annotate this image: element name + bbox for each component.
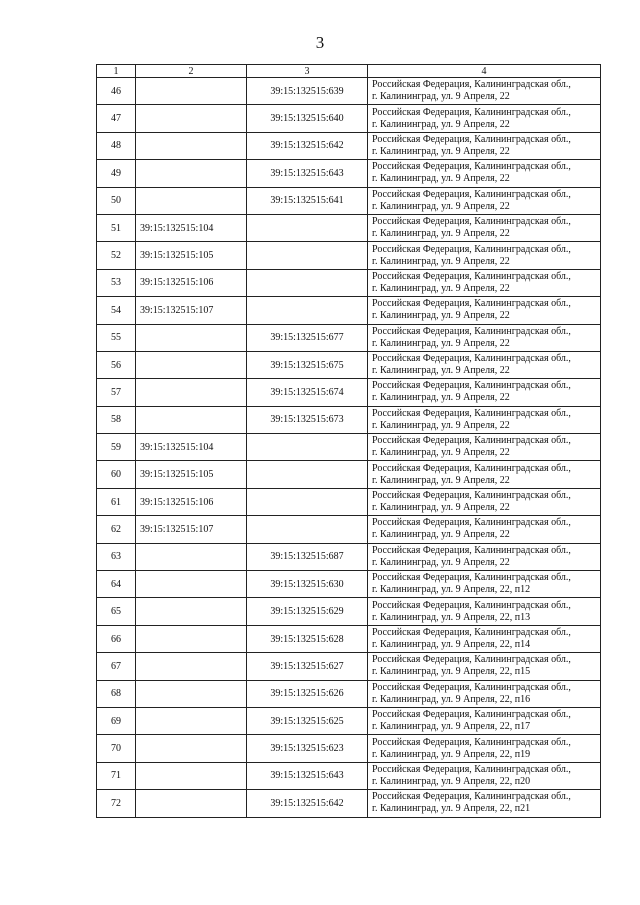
row-number: 67 xyxy=(97,653,136,680)
cadastral-number-col2 xyxy=(136,762,247,789)
address-cell xyxy=(368,406,601,433)
cadastral-number-col2: 39:15:132515:104 xyxy=(136,214,247,241)
address-cell xyxy=(368,762,601,789)
row-number: 68 xyxy=(97,680,136,707)
table-row xyxy=(97,160,601,187)
column-header-4: 4 xyxy=(368,65,601,78)
table-row xyxy=(97,598,601,625)
cadastral-number-col3: 39:15:132515:687 xyxy=(247,543,368,570)
address-line-2: г. Калининград, ул. 9 Апреля, 22 xyxy=(372,529,510,541)
address-line-1: Российская Федерация, Калининградская обл., xyxy=(372,106,571,118)
cadastral-number-col3: 39:15:132515:675 xyxy=(247,351,368,378)
cadastral-number-col2: 39:15:132515:105 xyxy=(136,461,247,488)
address-line-2: г. Калининград, ул. 9 Апреля, 22 xyxy=(372,365,510,377)
row-number: 64 xyxy=(97,571,136,598)
address-cell xyxy=(368,543,601,570)
cadastral-number-col3: 39:15:132515:642 xyxy=(247,132,368,159)
address-line-2: г. Калининград, ул. 9 Апреля, 22 xyxy=(372,255,510,267)
cadastral-number-col2: 39:15:132515:107 xyxy=(136,297,247,324)
address-cell xyxy=(368,214,601,241)
cadastral-number-col3 xyxy=(247,242,368,269)
address-line-1: Российская Федерация, Калининградская обл., xyxy=(372,709,571,721)
address-line-1: Российская Федерация, Калининградская обл., xyxy=(372,407,571,419)
row-number: 53 xyxy=(97,269,136,296)
row-number: 55 xyxy=(97,324,136,351)
row-number: 59 xyxy=(97,434,136,461)
address-cell xyxy=(368,571,601,598)
address-line-1: Российская Федерация, Калининградская обл., xyxy=(372,270,571,282)
address-line-2: г. Калининград, ул. 9 Апреля, 22, п19 xyxy=(372,748,531,760)
table-row xyxy=(97,516,601,543)
address-line-2: г. Калининград, ул. 9 Апреля, 22 xyxy=(372,310,510,322)
address-line-2: г. Калининград, ул. 9 Апреля, 22, п17 xyxy=(372,721,531,733)
cadastral-number-col3: 39:15:132515:643 xyxy=(247,160,368,187)
row-number: 52 xyxy=(97,242,136,269)
cadastral-number-col3 xyxy=(247,214,368,241)
address-line-2: г. Калининград, ул. 9 Апреля, 22, п14 xyxy=(372,639,531,650)
address-cell xyxy=(368,105,601,132)
address-line-1: Российская Федерация, Калининградская обл., xyxy=(372,216,571,228)
column-header-2: 2 xyxy=(136,65,247,78)
row-number: 56 xyxy=(97,351,136,378)
cadastral-number-col2 xyxy=(136,132,247,159)
row-number: 57 xyxy=(97,379,136,406)
address-line-1: Российская Федерация, Калининградская обл., xyxy=(372,462,571,474)
table-row xyxy=(97,680,601,707)
address-line-2: г. Калининград, ул. 9 Апреля, 22, п16 xyxy=(372,693,531,705)
cadastral-number-col3: 39:15:132515:641 xyxy=(247,187,368,214)
cadastral-number-col2 xyxy=(136,160,247,187)
row-number: 47 xyxy=(97,105,136,132)
cadastral-number-col2 xyxy=(136,379,247,406)
table-row xyxy=(97,790,601,817)
cadastral-number-col3 xyxy=(247,488,368,515)
address-cell xyxy=(368,132,601,159)
table-row xyxy=(97,214,601,241)
row-number: 60 xyxy=(97,461,136,488)
address-cell xyxy=(368,735,601,762)
cadastral-number-col2: 39:15:132515:106 xyxy=(136,488,247,515)
address-cell xyxy=(368,653,601,680)
address-line-2: г. Калининград, ул. 9 Апреля, 22 xyxy=(372,337,510,349)
row-number: 65 xyxy=(97,598,136,625)
address-line-2: г. Калининград, ул. 9 Апреля, 22, п20 xyxy=(372,775,531,787)
table-row xyxy=(97,269,601,296)
address-cell xyxy=(368,351,601,378)
cadastral-number-col3: 39:15:132515:674 xyxy=(247,379,368,406)
address-line-2: г. Калининград, ул. 9 Апреля, 22 xyxy=(372,200,510,212)
address-cell xyxy=(368,78,601,105)
row-number: 71 xyxy=(97,762,136,789)
row-number: 62 xyxy=(97,516,136,543)
table-row xyxy=(97,297,601,324)
address-cell xyxy=(368,461,601,488)
address-line-1: Российская Федерация, Калининградская обл., xyxy=(372,243,571,255)
address-line-2: г. Калининград, ул. 9 Апреля, 22, п21 xyxy=(372,803,531,815)
table-row xyxy=(97,735,601,762)
row-number: 58 xyxy=(97,406,136,433)
cadastral-number-col3 xyxy=(247,516,368,543)
cadastral-number-col3: 39:15:132515:627 xyxy=(247,653,368,680)
address-line-1: Российская Федерация, Калининградская обл., xyxy=(372,599,571,611)
address-line-1: Российская Федерация, Калининградская обл., xyxy=(372,188,571,200)
table-row xyxy=(97,324,601,351)
address-cell xyxy=(368,625,601,652)
address-line-1: Российская Федерация, Калининградская обл., xyxy=(372,435,571,447)
address-cell xyxy=(368,516,601,543)
address-line-2: г. Калининград, ул. 9 Апреля, 22 xyxy=(372,474,510,486)
table-row xyxy=(97,132,601,159)
address-cell xyxy=(368,680,601,707)
address-line-1: Российская Федерация, Калининградская обл., xyxy=(372,133,571,145)
cadastral-number-col2 xyxy=(136,735,247,762)
row-number: 69 xyxy=(97,707,136,734)
address-line-1: Российская Федерация, Калининградская обл., xyxy=(372,380,571,392)
cadastral-number-col3: 39:15:132515:639 xyxy=(247,78,368,105)
address-line-1: Российская Федерация, Калининградская обл., xyxy=(372,517,571,529)
address-line-2: г. Калининград, ул. 9 Апреля, 22 xyxy=(372,118,510,130)
table-row xyxy=(97,625,601,652)
address-line-1: Российская Федерация, Калининградская обл., xyxy=(372,681,571,693)
table-row xyxy=(97,78,601,105)
address-line-1: Российская Федерация, Калининградская обл., xyxy=(372,572,571,584)
address-line-1: Российская Федерация, Калининградская обл., xyxy=(372,298,571,310)
address-cell xyxy=(368,269,601,296)
cadastral-number-col3: 39:15:132515:640 xyxy=(247,105,368,132)
cadastral-number-col2 xyxy=(136,571,247,598)
table-row xyxy=(97,351,601,378)
address-cell xyxy=(368,488,601,515)
row-number: 61 xyxy=(97,488,136,515)
table-row xyxy=(97,105,601,132)
table-body xyxy=(97,78,601,818)
address-line-1: Российская Федерация, Калининградская обл., xyxy=(372,161,571,173)
address-cell xyxy=(368,324,601,351)
table-row xyxy=(97,707,601,734)
address-cell xyxy=(368,187,601,214)
cadastral-number-col3 xyxy=(247,434,368,461)
cadastral-number-col2: 39:15:132515:106 xyxy=(136,269,247,296)
address-line-1: Российская Федерация, Калининградская обл., xyxy=(372,79,571,91)
cadastral-number-col3: 39:15:132515:642 xyxy=(247,790,368,817)
address-line-2: г. Калининград, ул. 9 Апреля, 22, п13 xyxy=(372,611,531,623)
row-number: 70 xyxy=(97,735,136,762)
address-line-2: г. Калининград, ул. 9 Апреля, 22 xyxy=(372,145,510,157)
address-cell xyxy=(368,379,601,406)
cadastral-number-col2 xyxy=(136,78,247,105)
address-line-2: г. Калининград, ул. 9 Апреля, 22 xyxy=(372,447,510,459)
row-number: 66 xyxy=(97,625,136,652)
address-line-2: г. Калининград, ул. 9 Апреля, 22 xyxy=(372,91,510,103)
address-cell xyxy=(368,434,601,461)
cadastral-number-col2: 39:15:132515:105 xyxy=(136,242,247,269)
cadastral-number-col3: 39:15:132515:625 xyxy=(247,707,368,734)
row-number: 48 xyxy=(97,132,136,159)
table-row xyxy=(97,434,601,461)
address-line-2: г. Калининград, ул. 9 Апреля, 22 xyxy=(372,173,510,185)
cadastral-number-col2 xyxy=(136,187,247,214)
cadastral-number-col2 xyxy=(136,543,247,570)
cadastral-number-col3: 39:15:132515:628 xyxy=(247,625,368,652)
address-line-1: Российская Федерация, Калининградская обл., xyxy=(372,763,571,775)
table-header-row xyxy=(97,65,601,78)
cadastral-number-col3: 39:15:132515:677 xyxy=(247,324,368,351)
address-line-2: г. Калининград, ул. 9 Апреля, 22 xyxy=(372,392,510,404)
address-cell xyxy=(368,160,601,187)
cadastral-number-col2 xyxy=(136,351,247,378)
address-cell xyxy=(368,707,601,734)
address-cell xyxy=(368,790,601,817)
address-line-1: Российская Федерация, Калининградская обл., xyxy=(372,353,571,365)
property-table xyxy=(96,64,601,818)
table-row xyxy=(97,488,601,515)
table-row xyxy=(97,379,601,406)
cadastral-number-col3: 39:15:132515:673 xyxy=(247,406,368,433)
table-row xyxy=(97,187,601,214)
address-line-1: Российская Федерация, Калининградская обл., xyxy=(372,654,571,666)
cadastral-number-col2 xyxy=(136,707,247,734)
cadastral-number-col3: 39:15:132515:623 xyxy=(247,735,368,762)
page-number: 3 xyxy=(315,33,325,52)
address-line-2: г. Калининград, ул. 9 Апреля, 22, п12 xyxy=(372,584,531,596)
cadastral-number-col3: 39:15:132515:626 xyxy=(247,680,368,707)
cadastral-number-col3: 39:15:132515:630 xyxy=(247,571,368,598)
row-number: 54 xyxy=(97,297,136,324)
address-line-2: г. Калининград, ул. 9 Апреля, 22 xyxy=(372,228,510,240)
cadastral-number-col2 xyxy=(136,625,247,652)
address-line-2: г. Калининград, ул. 9 Апреля, 22, п15 xyxy=(372,666,531,678)
cadastral-number-col2: 39:15:132515:107 xyxy=(136,516,247,543)
row-number: 46 xyxy=(97,78,136,105)
cadastral-number-col2 xyxy=(136,598,247,625)
column-header-3: 3 xyxy=(247,65,368,78)
cadastral-number-col3: 39:15:132515:629 xyxy=(247,598,368,625)
address-line-1: Российская Федерация, Калининградская обл., xyxy=(372,544,571,556)
table-row xyxy=(97,571,601,598)
row-number: 50 xyxy=(97,187,136,214)
cadastral-number-col2 xyxy=(136,680,247,707)
table-row xyxy=(97,653,601,680)
table-row xyxy=(97,543,601,570)
cadastral-number-col2 xyxy=(136,406,247,433)
cadastral-number-col3 xyxy=(247,461,368,488)
cadastral-number-col3: 39:15:132515:643 xyxy=(247,762,368,789)
cadastral-number-col2 xyxy=(136,324,247,351)
cadastral-number-col3 xyxy=(247,269,368,296)
row-number: 51 xyxy=(97,214,136,241)
address-line-2: г. Калининград, ул. 9 Апреля, 22 xyxy=(372,282,510,294)
table-row xyxy=(97,242,601,269)
address-line-2: г. Калининград, ул. 9 Апреля, 22 xyxy=(372,502,510,514)
address-cell xyxy=(368,297,601,324)
address-line-2: г. Калининград, ул. 9 Апреля, 22 xyxy=(372,556,510,568)
cadastral-number-col3 xyxy=(247,297,368,324)
cadastral-number-col2: 39:15:132515:104 xyxy=(136,434,247,461)
address-line-1: Российская Федерация, Калининградская обл., xyxy=(372,791,571,803)
address-line-1: Российская Федерация, Калининградская обл., xyxy=(372,736,571,748)
table-row xyxy=(97,406,601,433)
address-line-2: г. Калининград, ул. 9 Апреля, 22 xyxy=(372,419,510,431)
table-row xyxy=(97,461,601,488)
address-cell xyxy=(368,598,601,625)
cadastral-number-col2 xyxy=(136,105,247,132)
row-number: 49 xyxy=(97,160,136,187)
table-row xyxy=(97,762,601,789)
row-number: 63 xyxy=(97,543,136,570)
address-cell xyxy=(368,242,601,269)
row-number: 72 xyxy=(97,790,136,817)
cadastral-number-col2 xyxy=(136,790,247,817)
address-line-1: Российская Федерация, Калининградская обл., xyxy=(372,325,571,337)
column-header-1: 1 xyxy=(97,65,136,78)
cadastral-number-col2 xyxy=(136,653,247,680)
address-line-1: Российская Федерация, Калининградская обл., xyxy=(372,490,571,502)
address-line-1: Российская Федерация, Калининградская обл., xyxy=(372,627,571,638)
